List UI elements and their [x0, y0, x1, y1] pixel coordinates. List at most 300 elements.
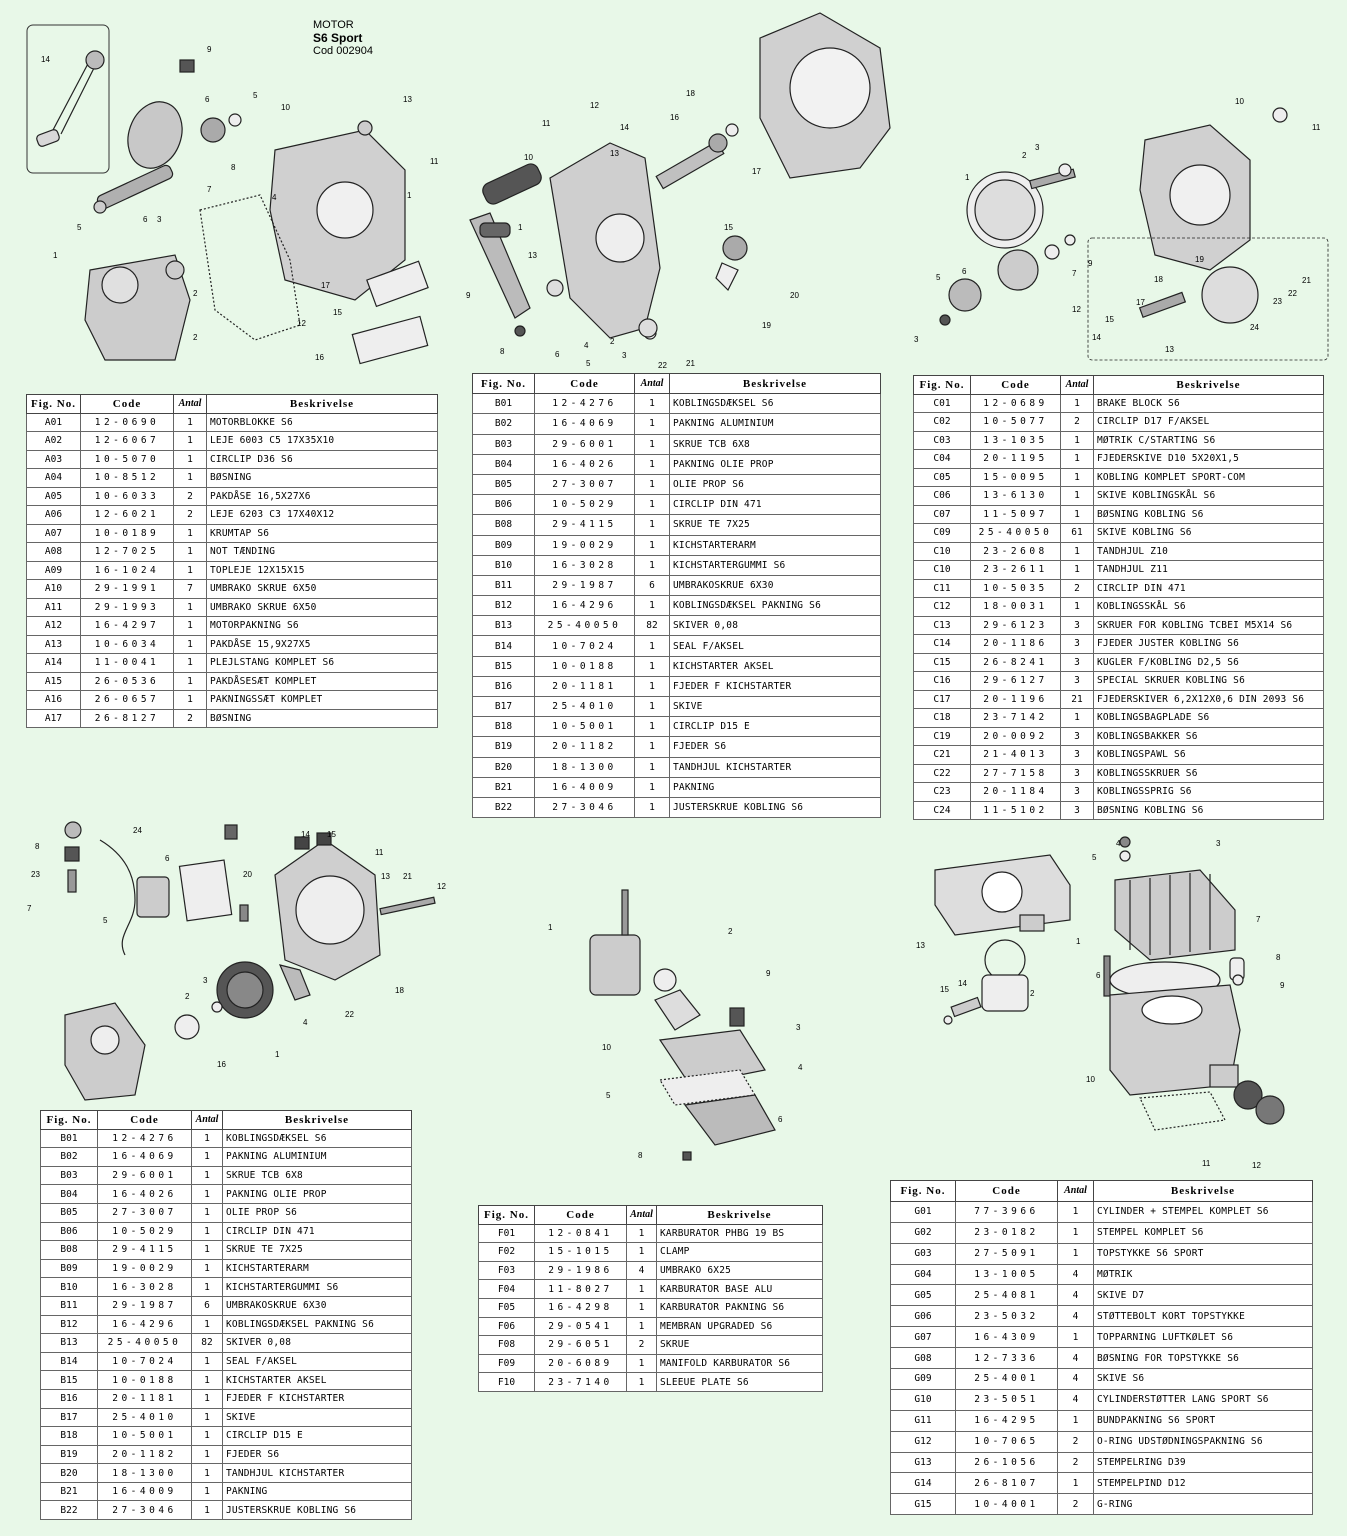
table-row — [473, 434, 881, 454]
code-cell: 16-4295 — [956, 1410, 1058, 1431]
code-header: Code — [971, 376, 1061, 395]
clutch-callout: 24 — [1250, 323, 1259, 332]
parts-table-c — [913, 375, 1324, 820]
description-cell: STEMPEL KOMPLET S6 — [1094, 1222, 1313, 1243]
description-cell: PAKNING — [223, 1482, 412, 1501]
quantity-cell: 3 — [1061, 672, 1094, 691]
table-row — [41, 1259, 412, 1278]
quantity-cell: 3 — [1061, 727, 1094, 746]
table-row — [41, 1129, 412, 1148]
description-cell: PAKNING OLIE PROP — [223, 1185, 412, 1204]
ignition-callout: 3 — [203, 976, 208, 985]
clutch-cover-callout: 19 — [762, 321, 771, 330]
table-row — [914, 505, 1324, 524]
quantity-cell: 1 — [635, 757, 670, 777]
quantity-cell: 1 — [192, 1427, 223, 1446]
code-cell: 10-5077 — [971, 413, 1061, 432]
fig-no-cell: G02 — [891, 1222, 956, 1243]
code-cell: 27-3046 — [535, 797, 635, 817]
code-cell: 16-4026 — [98, 1185, 192, 1204]
clutch-cover-callout: 17 — [752, 167, 761, 176]
code-cell: 29-6001 — [98, 1166, 192, 1185]
code-cell: 11-5102 — [971, 801, 1061, 820]
ignition-callout: 2 — [185, 992, 190, 1001]
code-cell: 16-3028 — [98, 1278, 192, 1297]
table-row — [27, 469, 438, 488]
table-row — [41, 1408, 412, 1427]
quantity-cell: 2 — [174, 506, 207, 525]
code-cell: 15-1015 — [535, 1243, 627, 1262]
fig-header: Fig. No. — [479, 1206, 535, 1225]
clutch-callout: 22 — [1288, 289, 1297, 298]
carburetor-callout: 10 — [602, 1043, 611, 1052]
header-model: S6 Sport — [313, 31, 363, 45]
quantity-cell: 1 — [635, 676, 670, 696]
description-cell: CIRCLIP DIN 471 — [1094, 579, 1324, 598]
table-row — [479, 1336, 823, 1355]
code-header: Code — [81, 395, 174, 414]
description-cell: FJEDER F KICHSTARTER — [223, 1389, 412, 1408]
quantity-cell: 1 — [174, 543, 207, 562]
clutch-cover-callout: 4 — [584, 341, 589, 350]
description-cell: KICHSTARTERARM — [670, 535, 881, 555]
quantity-cell: 1 — [627, 1280, 657, 1299]
fig-no-cell: B04 — [41, 1185, 98, 1204]
code-cell: 16-4297 — [81, 617, 174, 636]
quantity-cell: 1 — [1061, 561, 1094, 580]
description-cell: UMBRAKOSKRUE 6X30 — [223, 1296, 412, 1315]
cylinder-callout: 5 — [1092, 853, 1097, 862]
clutch-callout: 21 — [1302, 276, 1311, 285]
description-cell: SKIVE — [670, 697, 881, 717]
description-cell: CIRCLIP D15 E — [670, 717, 881, 737]
ignition-callout: 14 — [301, 830, 310, 839]
table-row — [27, 487, 438, 506]
description-cell: BØSNING — [207, 709, 438, 728]
fig-no-cell: A09 — [27, 561, 81, 580]
header-code: Cod 002904 — [313, 45, 373, 57]
description-cell: UMBRAKO 6X25 — [657, 1261, 823, 1280]
quantity-cell: 1 — [635, 656, 670, 676]
clutch-cover-callout: 11 — [542, 119, 551, 128]
table-row — [41, 1371, 412, 1390]
table-row — [41, 1166, 412, 1185]
fig-no-cell: B16 — [473, 676, 535, 696]
description-cell: SKRUE TCB 6X8 — [223, 1166, 412, 1185]
fig-no-cell: G13 — [891, 1452, 956, 1473]
quantity-cell: 1 — [192, 1259, 223, 1278]
table-row — [914, 431, 1324, 450]
clutch-callout: 1 — [965, 173, 970, 182]
clutch-cover-callout: 22 — [658, 361, 667, 370]
table-row — [479, 1261, 823, 1280]
code-cell: 15-0095 — [971, 468, 1061, 487]
fig-no-cell: G10 — [891, 1389, 956, 1410]
parts-table-a — [26, 394, 438, 728]
description-cell: SKRUE TCB 6X8 — [670, 434, 881, 454]
cylinder-drawing — [910, 830, 1310, 1170]
fig-no-cell: G06 — [891, 1306, 956, 1327]
fig-no-cell: C02 — [914, 413, 971, 432]
description-cell: PAKNING OLIE PROP — [670, 454, 881, 474]
ignition-callout: 20 — [243, 870, 252, 879]
description-cell: KICHSTARTERGUMMI S6 — [223, 1278, 412, 1297]
code-cell: 29-1987 — [98, 1296, 192, 1315]
table-row — [914, 450, 1324, 469]
quantity-cell: 1 — [627, 1317, 657, 1336]
code-cell: 25-4001 — [956, 1369, 1058, 1390]
clutch-callout: 12 — [1072, 305, 1081, 314]
code-cell: 10-5029 — [535, 495, 635, 515]
clutch-cover-callout: 2 — [610, 337, 615, 346]
table-row — [891, 1306, 1313, 1327]
quantity-cell: 1 — [192, 1389, 223, 1408]
table-row — [914, 487, 1324, 506]
clutch-cover-callout: 18 — [686, 89, 695, 98]
description-cell: BØSNING KOBLING S6 — [1094, 505, 1324, 524]
code-cell: 10-5070 — [81, 450, 174, 469]
description-cell: MOTORPAKNING S6 — [207, 617, 438, 636]
description-cell: KOBLINGSSPRIG S6 — [1094, 783, 1324, 802]
table-row — [914, 690, 1324, 709]
code-cell: 10-5035 — [971, 579, 1061, 598]
description-cell: PAKNING — [670, 777, 881, 797]
table-row — [41, 1501, 412, 1520]
table-row — [914, 468, 1324, 487]
description-cell: MØTRIK — [1094, 1264, 1313, 1285]
code-cell: 29-4115 — [98, 1241, 192, 1260]
engine-callout: 11 — [430, 157, 439, 166]
table-row — [473, 414, 881, 434]
header-category: MOTOR — [313, 19, 354, 31]
code-cell: 21-4013 — [971, 746, 1061, 765]
description-cell: SKIVER 0,08 — [670, 616, 881, 636]
fig-no-cell: A04 — [27, 469, 81, 488]
code-cell: 16-4026 — [535, 454, 635, 474]
table-row — [891, 1389, 1313, 1410]
code-cell: 23-5032 — [956, 1306, 1058, 1327]
engine-callout: 5 — [253, 91, 258, 100]
description-header: Beskrivelse — [207, 395, 438, 414]
code-cell: 11-5097 — [971, 505, 1061, 524]
cylinder-callout: 3 — [1216, 839, 1221, 848]
cylinder-callout: 13 — [916, 941, 925, 950]
code-cell: 10-0188 — [98, 1371, 192, 1390]
table-row — [27, 432, 438, 451]
fig-no-cell: B21 — [473, 777, 535, 797]
description-cell: SPECIAL SKRUER KOBLING S6 — [1094, 672, 1324, 691]
fig-no-cell: A07 — [27, 524, 81, 543]
table-row — [41, 1296, 412, 1315]
fig-header: Fig. No. — [914, 376, 971, 395]
quantity-cell: 1 — [1061, 431, 1094, 450]
ignition-callout: 8 — [35, 842, 40, 851]
fig-no-cell: G08 — [891, 1348, 956, 1369]
code-cell: 18-1300 — [98, 1464, 192, 1483]
fig-no-cell: B14 — [473, 636, 535, 656]
table-row — [479, 1354, 823, 1373]
code-cell: 10-5001 — [535, 717, 635, 737]
table-row — [914, 394, 1324, 413]
fig-no-cell: B02 — [41, 1148, 98, 1167]
code-cell: 27-3007 — [98, 1203, 192, 1222]
code-cell: 29-6051 — [535, 1336, 627, 1355]
quantity-cell: 1 — [174, 691, 207, 710]
fig-no-cell: B11 — [41, 1296, 98, 1315]
table-row — [914, 598, 1324, 617]
quantity-cell: 1 — [635, 394, 670, 414]
clutch-callout: 14 — [1092, 333, 1101, 342]
quantity-cell: 1 — [627, 1224, 657, 1243]
code-cell: 26-0657 — [81, 691, 174, 710]
description-header: Beskrivelse — [670, 374, 881, 394]
quantity-cell: 3 — [1061, 746, 1094, 765]
table-row — [891, 1473, 1313, 1494]
fig-no-cell: F08 — [479, 1336, 535, 1355]
description-cell: CIRCLIP D36 S6 — [207, 450, 438, 469]
description-cell: UMBRAKOSKRUE 6X30 — [670, 575, 881, 595]
clutch-callout: 15 — [1105, 315, 1114, 324]
quantity-cell: 3 — [1061, 764, 1094, 783]
fig-no-cell: A11 — [27, 598, 81, 617]
code-cell: 23-5051 — [956, 1389, 1058, 1410]
description-cell: KOBLING KOMPLET SPORT-COM — [1094, 468, 1324, 487]
ignition-callout: 18 — [395, 986, 404, 995]
table-row — [479, 1317, 823, 1336]
description-cell: SKRUE TE 7X25 — [223, 1241, 412, 1260]
fig-no-cell: B21 — [41, 1482, 98, 1501]
description-cell: SKRUE TE 7X25 — [670, 515, 881, 535]
code-cell: 29-4115 — [535, 515, 635, 535]
ignition-callout: 7 — [27, 904, 32, 913]
engine-callout: 8 — [231, 163, 236, 172]
description-cell: KOBLINGSDÆKSEL PAKNING S6 — [223, 1315, 412, 1334]
fig-no-cell: G03 — [891, 1243, 956, 1264]
quantity-cell: 3 — [1061, 783, 1094, 802]
description-cell: SKIVE — [223, 1408, 412, 1427]
quantity-cell: 1 — [635, 454, 670, 474]
table-row — [473, 697, 881, 717]
fig-no-cell: A15 — [27, 672, 81, 691]
description-cell: G-RING — [1094, 1494, 1313, 1515]
fig-no-cell: F04 — [479, 1280, 535, 1299]
description-cell: PAKNING ALUMINIUM — [670, 414, 881, 434]
ignition-callout: 21 — [403, 872, 412, 881]
quantity-cell: 1 — [627, 1354, 657, 1373]
code-cell: 10-8512 — [81, 469, 174, 488]
ignition-callout: 5 — [103, 916, 108, 925]
parts-table-g — [890, 1180, 1313, 1515]
fig-no-cell: B16 — [41, 1389, 98, 1408]
table-row — [41, 1315, 412, 1334]
code-header: Code — [535, 1206, 627, 1225]
quantity-cell: 82 — [635, 616, 670, 636]
code-cell: 23-2608 — [971, 542, 1061, 561]
table-row — [41, 1334, 412, 1353]
quantity-cell: 1 — [174, 654, 207, 673]
table-row — [914, 542, 1324, 561]
table-row — [891, 1348, 1313, 1369]
ignition-diagram — [25, 815, 445, 1105]
clutch-callout: 7 — [1072, 269, 1077, 278]
clutch-callout: 19 — [1195, 255, 1204, 264]
clutch-cover-callout: 9 — [466, 291, 471, 300]
description-cell: KARBURATOR PHBG 19 BS — [657, 1224, 823, 1243]
quantity-cell: 1 — [635, 737, 670, 757]
quantity-cell: 1 — [627, 1243, 657, 1262]
table-row — [41, 1427, 412, 1446]
table-row — [479, 1298, 823, 1317]
description-cell: SKRUER FOR KOBLING TCBEI M5X14 S6 — [1094, 616, 1324, 635]
code-cell: 16-3028 — [535, 555, 635, 575]
fig-no-cell: C06 — [914, 487, 971, 506]
engine-callout: 6 — [143, 215, 148, 224]
description-header: Beskrivelse — [1094, 1181, 1313, 1202]
quantity-cell: 2 — [174, 487, 207, 506]
description-cell: CIRCLIP DIN 471 — [670, 495, 881, 515]
cylinder-callout: 4 — [1116, 839, 1121, 848]
code-cell: 27-3007 — [535, 474, 635, 494]
description-cell: SKIVE S6 — [1094, 1369, 1313, 1390]
table-row — [914, 653, 1324, 672]
code-cell: 29-0541 — [535, 1317, 627, 1336]
table-row — [891, 1285, 1313, 1306]
code-cell: 25-40050 — [971, 524, 1061, 543]
clutch-callout: 3 — [1035, 143, 1040, 152]
fig-no-cell: B13 — [41, 1334, 98, 1353]
table-row — [473, 656, 881, 676]
quantity-cell: 4 — [1058, 1369, 1094, 1390]
table-row — [914, 709, 1324, 728]
description-cell: KOBLINGSBAKKER S6 — [1094, 727, 1324, 746]
description-cell: KOBLINGSBAGPLADE S6 — [1094, 709, 1324, 728]
table-row — [473, 717, 881, 737]
description-cell: KARBURATOR PAKNING S6 — [657, 1298, 823, 1317]
table-row — [41, 1148, 412, 1167]
quantity-cell: 2 — [174, 709, 207, 728]
description-cell: PAKDÅSE 16,5X27X6 — [207, 487, 438, 506]
fig-no-cell: F05 — [479, 1298, 535, 1317]
code-cell: 10-6033 — [81, 487, 174, 506]
carburetor-diagram — [540, 890, 820, 1170]
code-cell: 10-6034 — [81, 635, 174, 654]
description-cell: KICHSTARTER AKSEL — [670, 656, 881, 676]
description-cell: SKIVE KOBLING S6 — [1094, 524, 1324, 543]
table-row — [914, 413, 1324, 432]
engine-callout: 2 — [193, 289, 198, 298]
table-row — [891, 1494, 1313, 1515]
fig-no-cell: A12 — [27, 617, 81, 636]
carburetor-callout: 9 — [766, 969, 771, 978]
quantity-cell: 6 — [635, 575, 670, 595]
code-cell: 26-8127 — [81, 709, 174, 728]
quantity-cell: 1 — [1061, 598, 1094, 617]
quantity-cell: 1 — [192, 1464, 223, 1483]
code-cell: 26-8241 — [971, 653, 1061, 672]
description-cell: STEMPELRING D39 — [1094, 1452, 1313, 1473]
fig-no-cell: B12 — [41, 1315, 98, 1334]
fig-no-cell: C01 — [914, 394, 971, 413]
table-row — [41, 1464, 412, 1483]
clutch-cover-callout: 13 — [528, 251, 537, 260]
quantity-cell: 4 — [1058, 1348, 1094, 1369]
description-cell: CIRCLIP D15 E — [223, 1427, 412, 1446]
quantity-cell: 1 — [635, 515, 670, 535]
description-cell: SEAL F/AKSEL — [223, 1352, 412, 1371]
code-cell: 16-1024 — [81, 561, 174, 580]
code-cell: 20-1184 — [971, 783, 1061, 802]
quantity-cell: 1 — [192, 1203, 223, 1222]
quantity-cell: 1 — [1058, 1243, 1094, 1264]
fig-no-cell: B08 — [41, 1241, 98, 1260]
code-cell: 20-0092 — [971, 727, 1061, 746]
table-row — [41, 1352, 412, 1371]
quantity-cell: 1 — [192, 1371, 223, 1390]
description-cell: SKIVE KOBLINGSKÅL S6 — [1094, 487, 1324, 506]
cylinder-callout: 14 — [958, 979, 967, 988]
description-cell: PAKNING ALUMINIUM — [223, 1148, 412, 1167]
table-row — [41, 1482, 412, 1501]
code-cell: 23-7142 — [971, 709, 1061, 728]
description-cell: TOPPARNING LUFTKØLET S6 — [1094, 1327, 1313, 1348]
code-cell: 12-7336 — [956, 1348, 1058, 1369]
quantity-cell: 1 — [174, 450, 207, 469]
ignition-callout: 23 — [31, 870, 40, 879]
description-cell: BØSNING FOR TOPSTYKKE S6 — [1094, 1348, 1313, 1369]
fig-no-cell: C07 — [914, 505, 971, 524]
ignition-callout: 12 — [437, 882, 446, 891]
code-cell: 20-1181 — [98, 1389, 192, 1408]
table-row — [473, 575, 881, 595]
table-row — [473, 474, 881, 494]
quantity-cell: 1 — [1058, 1473, 1094, 1494]
description-cell: KOBLINGSDÆKSEL PAKNING S6 — [670, 596, 881, 616]
quantity-cell: 1 — [192, 1129, 223, 1148]
code-cell: 20-1196 — [971, 690, 1061, 709]
code-cell: 25-4010 — [535, 697, 635, 717]
table-row — [914, 579, 1324, 598]
quantity-cell: 1 — [635, 596, 670, 616]
fig-no-cell: B09 — [41, 1259, 98, 1278]
ignition-callout: 11 — [375, 848, 384, 857]
description-cell: KOBLINGSSKRUER S6 — [1094, 764, 1324, 783]
code-cell: 13-6130 — [971, 487, 1061, 506]
code-cell: 29-6127 — [971, 672, 1061, 691]
quantity-cell: 1 — [635, 777, 670, 797]
table-row — [473, 454, 881, 474]
engine-callout: 15 — [333, 308, 342, 317]
quantity-cell: 1 — [174, 432, 207, 451]
fig-no-cell: G05 — [891, 1285, 956, 1306]
table-row — [914, 524, 1324, 543]
fig-no-cell: C13 — [914, 616, 971, 635]
cylinder-callout: 8 — [1276, 953, 1281, 962]
engine-callout: 4 — [272, 193, 277, 202]
table-row — [27, 543, 438, 562]
clutch-cover-callout: 20 — [790, 291, 799, 300]
clutch-cover-drawing — [460, 8, 900, 370]
fig-no-cell: B03 — [41, 1166, 98, 1185]
antal-header: Antal — [192, 1111, 223, 1130]
table-row — [27, 524, 438, 543]
fig-no-cell: B18 — [473, 717, 535, 737]
fig-no-cell: A06 — [27, 506, 81, 525]
code-cell: 10-5029 — [98, 1222, 192, 1241]
clutch-callout: 13 — [1165, 345, 1174, 354]
quantity-cell: 2 — [1061, 579, 1094, 598]
clutch-cover-callout: 15 — [724, 223, 733, 232]
table-row — [41, 1185, 412, 1204]
